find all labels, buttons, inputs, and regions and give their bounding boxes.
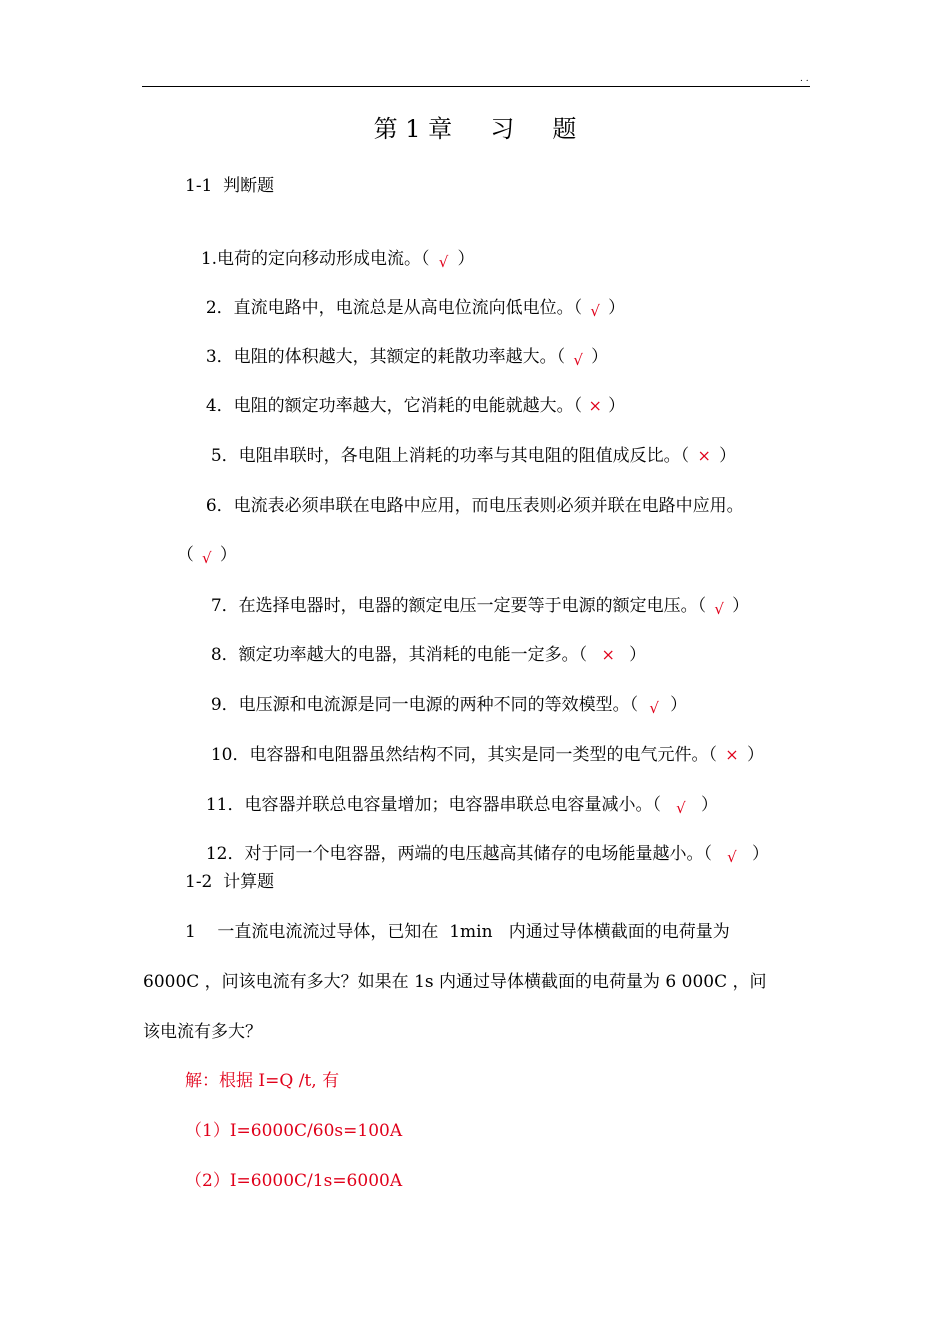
item-text: 额定功率越大的电器，其消耗的电能一定多。 xyxy=(238,645,579,665)
item-text: 电阻的体积越大，其额定的耗散功率越大。 xyxy=(233,347,557,367)
cross-mark-icon: × xyxy=(697,446,711,465)
solution-intro: 解：根据 I=Q /t, 有 xyxy=(185,1071,340,1091)
item-number: 9． xyxy=(210,695,239,715)
judgement-item-continuation xyxy=(166,522,237,566)
judgement-item xyxy=(195,772,718,816)
open-paren: （ xyxy=(652,795,661,815)
item-number: 8． xyxy=(210,645,239,665)
item-number: 2． xyxy=(205,298,234,318)
check-mark-icon: √ xyxy=(438,253,449,271)
close-paren: ） xyxy=(219,545,237,565)
problem-text-line: 该电流有多大？ xyxy=(143,1022,262,1042)
open-paren: （ xyxy=(708,745,717,765)
page-title: 第 1 章 习 题 xyxy=(373,115,577,143)
header-rule xyxy=(142,86,810,87)
close-paren: ） xyxy=(751,844,769,864)
item-text: 电压源和电流源是同一电源的两种不同的等效模型。 xyxy=(238,695,630,715)
close-paren: ） xyxy=(457,249,475,269)
item-text: 对于同一个电容器，两端的电压越高其储存的电场能量越小。 xyxy=(244,844,704,864)
close-paren: ） xyxy=(591,347,609,367)
check-mark-icon: √ xyxy=(649,699,659,717)
check-mark-icon: √ xyxy=(202,549,212,567)
judgement-item xyxy=(195,275,625,319)
item-number: 12． xyxy=(205,844,245,864)
item-text: 电阻串联时，各电阻上消耗的功率与其电阻的阻值成反比。 xyxy=(238,446,681,466)
judgement-item xyxy=(200,573,749,617)
header-mark: . . xyxy=(800,74,809,84)
judgement-item xyxy=(200,722,764,766)
close-paren: ） xyxy=(732,596,750,616)
judgement-item xyxy=(190,226,475,270)
solution-step-1: （1）I=6000C/60s=100A xyxy=(185,1121,403,1141)
check-mark-icon: √ xyxy=(590,302,600,320)
judgement-item xyxy=(195,473,744,517)
close-paren: ） xyxy=(719,446,737,466)
close-paren: ） xyxy=(629,645,647,665)
solution-step-2: （2）I=6000C/1s=6000A xyxy=(185,1171,403,1191)
close-paren: ） xyxy=(608,298,626,318)
judgement-item xyxy=(195,373,625,417)
cross-mark-icon: × xyxy=(725,745,739,764)
cross-mark-icon: × xyxy=(588,396,602,415)
close-paren: ） xyxy=(670,695,688,715)
item-number: 11． xyxy=(205,795,245,815)
problem-text-line: 6000C ，问该电流有多大？如果在 1s 内通过导体横截面的电荷量为 6 000C ，问 xyxy=(143,972,767,992)
cross-mark-icon: × xyxy=(601,645,615,664)
problem-text-line: 1 一直流电流流过导体，已知在 1min 内通过导体横截面的电荷量为 xyxy=(185,922,730,942)
open-paren: （ xyxy=(680,446,690,466)
item-number: 3． xyxy=(205,347,234,367)
item-number: 6． xyxy=(205,496,234,516)
open-paren: （ xyxy=(578,645,588,665)
close-paren: ） xyxy=(746,745,764,765)
section-heading-calculation: 1-2 计算题 xyxy=(185,872,275,892)
item-text: 电容器并联总电容量增加；电容器串联总电容量减小。 xyxy=(244,795,653,815)
open-paren: （ xyxy=(573,298,583,318)
open-paren: （ xyxy=(573,396,583,416)
judgement-item xyxy=(195,324,608,368)
item-number: 5． xyxy=(210,446,239,466)
item-text: 电流表必须串联在电路中应用，而电压表则必须并联在电路中应用。 xyxy=(233,496,744,516)
check-mark-icon: √ xyxy=(573,351,583,369)
judgement-item xyxy=(200,423,736,467)
close-paren: ） xyxy=(608,396,626,416)
item-text: 直流电路中，电流总是从高电位流向低电位。 xyxy=(233,298,574,318)
open-paren: （ xyxy=(703,844,712,864)
item-text: 电阻的额定功率越大，它消耗的电能就越大。 xyxy=(233,396,574,416)
judgement-item xyxy=(195,821,769,865)
item-text: 在选择电器时，电器的额定电压一定要等于电源的额定电压。 xyxy=(238,596,698,616)
item-number: 10． xyxy=(210,745,250,765)
close-paren: ） xyxy=(700,795,718,815)
check-mark-icon: √ xyxy=(676,799,686,817)
open-paren: （ xyxy=(697,596,707,616)
open-paren: （ xyxy=(629,695,639,715)
check-mark-icon: √ xyxy=(714,600,724,618)
section-heading-judgement: 1-1 判断题 xyxy=(185,176,275,196)
item-text: 电荷的定向移动形成电流。 xyxy=(217,249,422,269)
check-mark-icon: √ xyxy=(727,848,737,866)
item-text: 电容器和电阻器虽然结构不同，其实是同一类型的电气元件。 xyxy=(249,745,709,765)
open-paren: （ xyxy=(556,347,566,367)
item-number: 1. xyxy=(200,249,218,269)
item-number: 7． xyxy=(210,596,239,616)
open-paren: （ xyxy=(176,545,194,565)
item-number: 4． xyxy=(205,396,234,416)
open-paren: （ xyxy=(421,249,430,269)
judgement-item xyxy=(200,672,687,716)
judgement-item xyxy=(200,622,646,666)
